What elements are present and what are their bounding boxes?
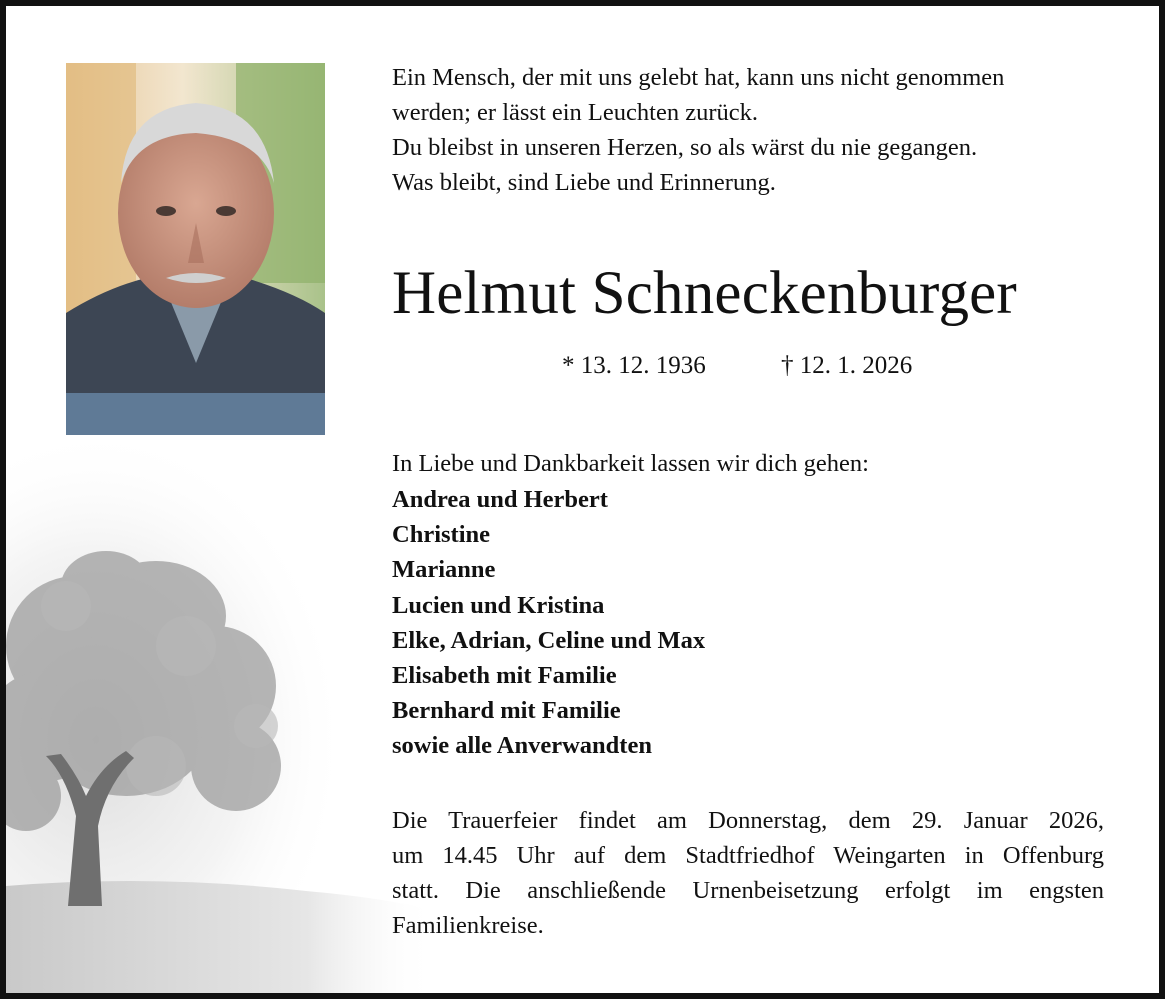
quote-line: Ein Mensch, der mit uns gelebt hat, kann uns nicht genommen	[392, 64, 1005, 91]
mourner-name: Elisabeth mit Familie	[392, 662, 617, 690]
service-line: Familienkreise.	[392, 912, 544, 939]
mourner-name: Christine	[392, 521, 490, 549]
quote-line: werden; er lässt ein Leuchten zurück.	[392, 99, 758, 126]
mourners-list	[392, 482, 1112, 764]
mourner-name: Lucien und Kristina	[392, 591, 605, 619]
mourner-name: Marianne	[392, 556, 496, 584]
mourner-name: sowie alle Anverwandten	[392, 732, 652, 760]
mourner-name: Elke, Adrian, Celine und Max	[392, 626, 706, 654]
funeral-service-info	[392, 803, 1104, 943]
mourner-name: Bernhard mit Familie	[392, 697, 621, 725]
death-date: † 12. 1. 2026	[781, 352, 913, 379]
service-line: statt. Die anschließende Urnenbeisetzung erfolgt im engsten	[392, 877, 1104, 904]
mourner-name: Andrea und Herbert	[392, 486, 608, 513]
portrait-photo	[66, 63, 325, 435]
memorial-quote	[392, 60, 1112, 200]
deceased-name: Helmut Schneckenburger	[392, 260, 1017, 327]
farewell-intro: In Liebe und Dankbarkeit lassen wir dich gehen:	[392, 450, 869, 477]
service-line: um 14.45 Uhr auf dem Stadtfriedhof Weingarten in Offenburg	[392, 842, 1104, 869]
quote-line: Was bleibt, sind Liebe und Erinnerung.	[392, 169, 776, 196]
birth-date: * 13. 12. 1936	[562, 352, 706, 379]
quote-line: Du bleibst in unseren Herzen, so als wärst du nie gegangen.	[392, 134, 978, 161]
service-line: Die Trauerfeier findet am Donnerstag, dem 29. Januar 2026,	[392, 807, 1104, 834]
